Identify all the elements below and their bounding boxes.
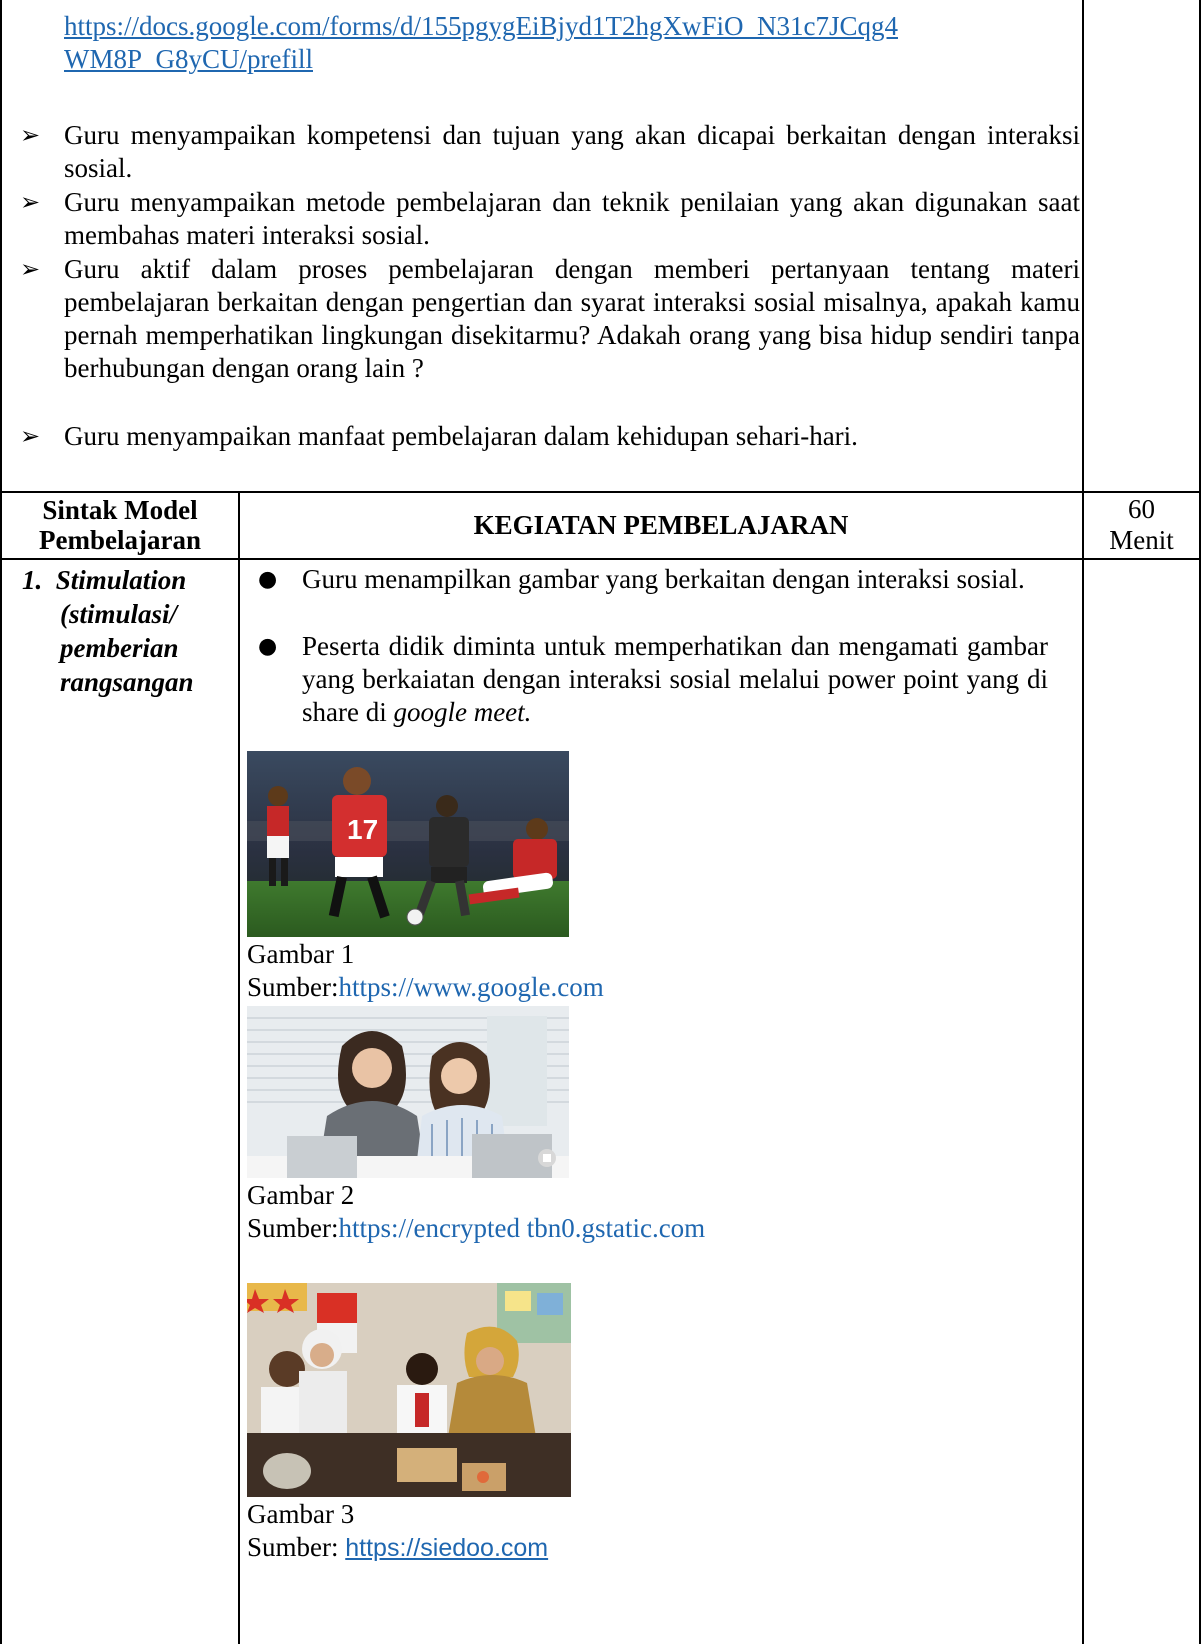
time-column-divider: [1082, 0, 1084, 1644]
figure-1-caption: Gambar 1: [247, 939, 355, 969]
arrow-bullet-icon: ➢: [20, 422, 41, 450]
header-syntax-line-2: Pembelajaran: [39, 525, 201, 555]
bullet-dot-icon: ●: [258, 634, 278, 659]
figure-2-source-link[interactable]: https://encrypted tbn0.gstatic.com: [338, 1213, 706, 1243]
syntax-line: pemberian: [60, 633, 179, 663]
figure-2-source-label: Sumber:: [247, 1213, 339, 1243]
list-item: [258, 563, 1048, 629]
figure-3-source-label: Sumber:: [247, 1532, 346, 1562]
activity-italic-text: google meet.: [393, 697, 532, 727]
syntax-line: rangsangan: [60, 667, 194, 697]
table-border-right: [1199, 0, 1201, 1644]
figure-3-photo: [247, 1283, 571, 1497]
syntax-line: 1. Stimulation: [22, 565, 187, 595]
figure-2-source: [247, 1212, 705, 1245]
figure-1-source: [247, 971, 604, 1004]
syntax-column-divider: [238, 492, 240, 1644]
header-duration-minutes: 60: [1128, 494, 1155, 524]
header-duration: [1084, 494, 1199, 556]
list-item: [20, 119, 1080, 185]
syntax-stimulation: [22, 563, 237, 699]
header-row-top-border: [0, 491, 1201, 493]
header-syntax-model: [2, 495, 238, 555]
syntax-line: (stimulasi/: [60, 599, 178, 629]
figure-2-caption: Gambar 2: [247, 1180, 355, 1210]
form-link[interactable]: [64, 10, 1074, 76]
header-learning-activities-text: KEGIATAN PEMBELAJARAN: [473, 510, 849, 540]
form-link-line-1[interactable]: https://docs.google.com/forms/d/155pgygEiBjyd1T2hgXwFiO_N31c7JCqg4: [64, 11, 898, 41]
bullet-text: Guru menyampaikan kompetensi dan tujuan yang akan dicapai berkaitan dengan interaksi sosial.: [64, 120, 1080, 183]
bullet-text: Guru aktif dalam proses pembelajaran dengan memberi pertanyaan tentang materi pembelajaran berkaitan dengan pengertian dan syarat interaksi sosial misalnya, apakah kamu pernah memperhatikan lingkungan disekitarmu? Adakah orang yang bisa hidup sendiri tanpa berhubungan dengan orang lain ?: [64, 254, 1080, 383]
header-syntax-line-1: Sintak Model: [42, 495, 198, 525]
table-border-left: [0, 0, 2, 1644]
list-item: [20, 186, 1080, 252]
header-row-bottom-border: [0, 558, 1201, 560]
header-duration-unit: Menit: [1109, 525, 1174, 555]
list-item: [20, 420, 1080, 453]
list-item: [258, 630, 1048, 730]
figure-3-caption: Gambar 3: [247, 1499, 355, 1529]
form-link-line-2[interactable]: WM8P_G8yCU/prefill: [64, 44, 313, 74]
arrow-bullet-icon: ➢: [20, 188, 41, 216]
figure-2-photo: [247, 1006, 569, 1178]
figure-1-source-label: Sumber:: [247, 972, 339, 1002]
activity-text: Guru menampilkan gambar yang berkaitan dengan interaksi sosial.: [302, 564, 1025, 594]
figure-1-photo: [247, 751, 569, 937]
figure-3-source-link[interactable]: https://siedoo.com: [345, 1534, 549, 1562]
bullet-dot-icon: ●: [258, 567, 278, 592]
list-item: [20, 253, 1080, 387]
bullet-text: Guru menyampaikan manfaat pembelajaran dalam kehidupan sehari-hari.: [64, 421, 858, 451]
jersey-number-17: 17: [347, 814, 379, 845]
arrow-bullet-icon: ➢: [20, 255, 41, 283]
bullet-text: Guru menyampaikan metode pembelajaran dan teknik penilaian yang akan digunakan saat membahas materi interaksi sosial.: [64, 187, 1080, 250]
activity-text: Peserta didik diminta untuk memperhatikan dan mengamati gambar yang berkaiatan dengan interaksi sosial melalui power point yang di share di google meet.: [302, 631, 1048, 727]
figure-3-source: [247, 1531, 548, 1565]
arrow-bullet-icon: ➢: [20, 121, 41, 149]
header-learning-activities: [240, 510, 1082, 540]
figure-1-source-link[interactable]: https://www.google.com: [338, 972, 604, 1002]
